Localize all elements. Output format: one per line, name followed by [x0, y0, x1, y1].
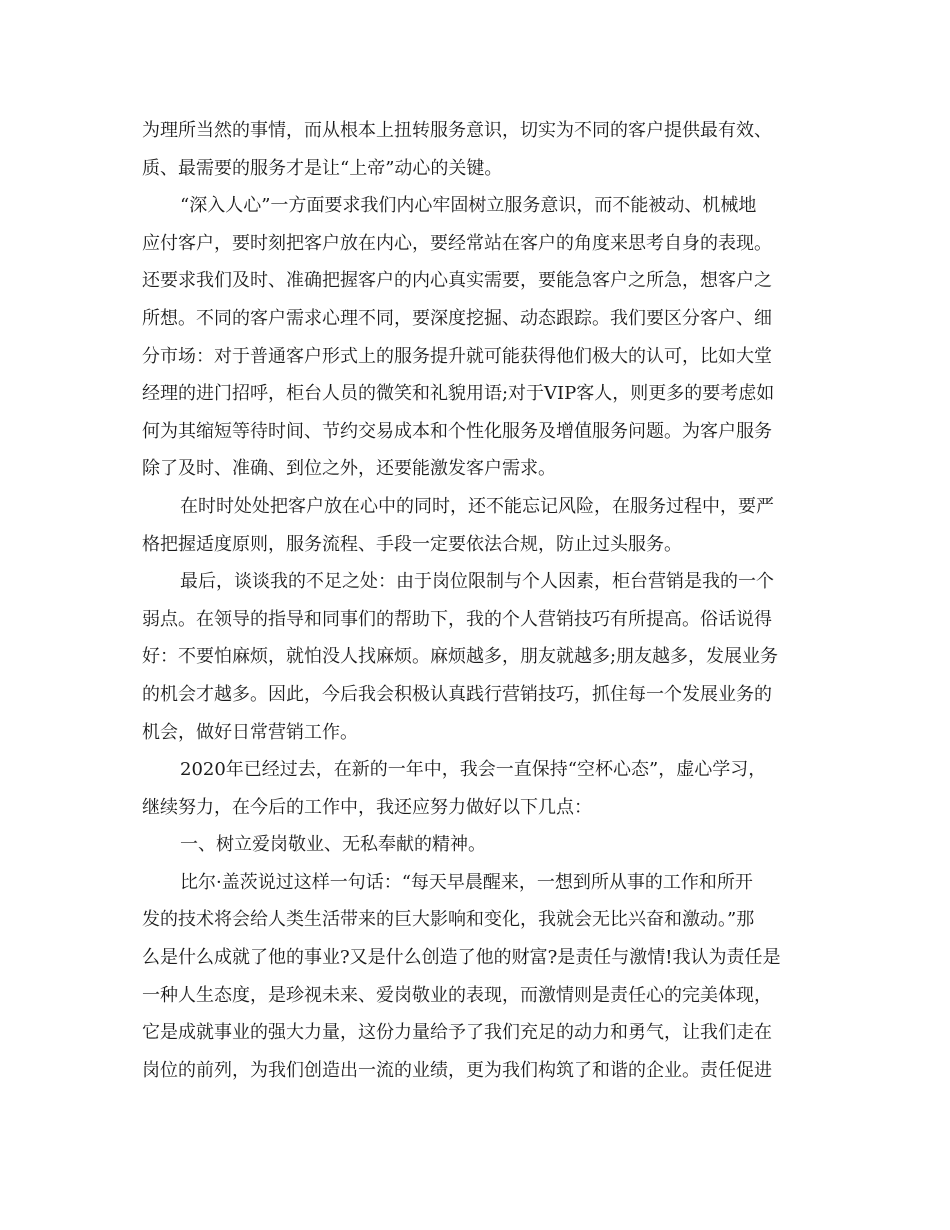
text-line: 比尔·盖茨说过这样一句话：“每天早晨醒来，一想到所从事的工作和所开: [180, 871, 753, 893]
text-line: 的机会才越多。因此，今后我会积极认真践行营销技巧，抓住每一个发展业务的: [142, 683, 772, 705]
text-line: 经理的进门招呼，柜台人员的微笑和礼貌用语;对于VIP客人，则更多的要考虑如: [142, 383, 775, 405]
text-line: 好：不要怕麻烦，就怕没人找麻烦。麻烦越多，朋友就越多;朋友越多，发展业务: [142, 646, 779, 668]
text-line: 还要求我们及时、准确把握客户的内心真实需要，要能急客户之所急，想客户之: [142, 270, 772, 292]
text-line: 何为其缩短等待时间、节约交易成本和个性化服务及增值服务问题。为客户服务: [142, 420, 772, 442]
text-line: 在时时处处把客户放在心中的同时，还不能忘记风险，在服务过程中，要严: [180, 495, 774, 517]
text-line: 弱点。在领导的指导和同事们的帮助下，我的个人营销技巧有所提高。俗话说得: [142, 608, 772, 630]
text-line: 格把握适度原则，服务流程、手段一定要依法合规，防止过头服务。: [142, 533, 682, 555]
text-line: 它是成就事业的强大力量，这份力量给予了我们充足的动力和勇气，让我们走在: [142, 1022, 772, 1044]
text-line: 最后，谈谈我的不足之处：由于岗位限制与个人因素，柜台营销是我的一个: [180, 571, 774, 593]
text-line: 除了及时、准确、到位之外，还要能激发客户需求。: [142, 458, 556, 480]
text-line: 么是什么成就了他的事业?又是什么创造了他的财富?是责任与激情!我认为责任是: [142, 947, 781, 969]
text-line: 岗位的前列，为我们创造出一流的业绩，更为我们构筑了和谐的企业。责任促进: [142, 1059, 772, 1081]
text-line: 质、最需要的服务才是让“上帝”动心的关键。: [142, 157, 503, 179]
text-line: “深入人心”一方面要求我们内心牢固树立服务意识，而不能被动、机械地: [180, 195, 757, 217]
document-body: [142, 112, 804, 1089]
text-line: 发的技术将会给人类生活带来的巨大影响和变化，我就会无比兴奋和激动。”那: [142, 909, 755, 931]
text-line: 分市场：对于普通客户形式上的服务提升就可能获得他们极大的认可，比如大堂: [142, 345, 772, 367]
text-line: 机会，做好日常营销工作。: [142, 721, 358, 743]
text-line: 一、树立爱岗敬业、无私奉献的精神。: [180, 834, 486, 856]
text-line: 2020年已经过去，在新的一年中，我会一直保持“空杯心态”，虚心学习，: [180, 759, 767, 781]
text-line: 继续努力，在今后的工作中，我还应努力做好以下几点：: [142, 796, 592, 818]
text-line: 应付客户，要时刻把客户放在内心，要经常站在客户的角度来思考自身的表现。: [142, 232, 772, 254]
text-line: 为理所当然的事情，而从根本上扭转服务意识，切实为不同的客户提供最有效、: [142, 120, 772, 141]
text-line: 所想。不同的客户需求心理不同，要深度挖掘、动态跟踪。我们要区分客户、细: [142, 307, 772, 329]
text-line: 一种人生态度，是珍视未来、爱岗敬业的表现，而激情则是责任心的完美体现，: [142, 984, 772, 1006]
